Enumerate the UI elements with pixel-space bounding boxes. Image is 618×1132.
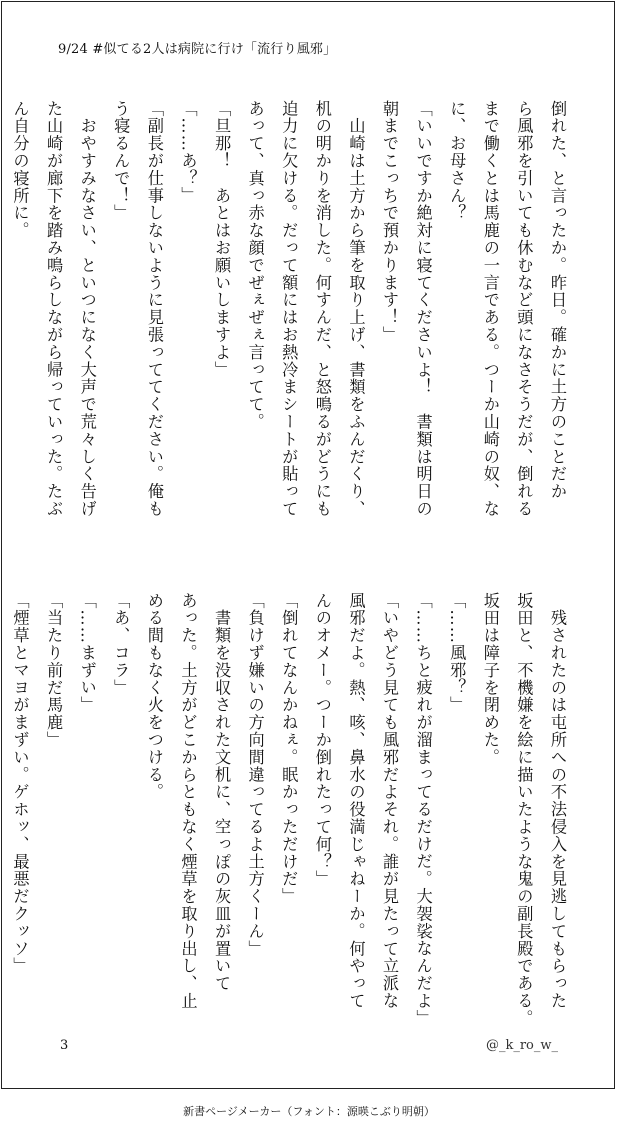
text-line: 「あ、コラ」 (111, 592, 131, 697)
text-line: 朝までこっちで預かります！」 (380, 100, 400, 344)
text-line: 残されたのは屯所への不法侵入を見逃してもらった (548, 592, 567, 1010)
author-handle: @_k_ro_w_ (485, 1038, 558, 1053)
text-line: た山崎が廊下を踏み鳴らしながら帰っていった。たぶ (44, 100, 64, 518)
text-line: 机の明かりを消した。何すんだ、と怒鳴るがどうにも (312, 100, 332, 518)
text-line: 書類を没収された文机に、空っぽの灰皿が置いて (212, 592, 232, 993)
text-line: 「いいですか絶対に寝てくださいよ！ 書類は明日の (413, 100, 433, 518)
text-line: 「副長が仕事しないように見張っててください。俺も (144, 100, 164, 518)
text-line: あった。土方がどこからともなく煙草を取り出し、止 (178, 592, 198, 1010)
text-line: 「当たり前だ馬鹿」 (44, 592, 64, 749)
text-line: 「旦那！ あとはお願いしますよ」 (212, 100, 232, 379)
text-line: う寝るんで！」 (111, 100, 131, 222)
text-line: んのオメー。つーか倒れたって何？」 (312, 592, 332, 888)
text-line: 坂田と、不機嫌を絵に描いたような鬼の副長殿である。 (514, 592, 534, 1027)
text-line: 風邪だよ。熱、咳、鼻水の役満じゃねーか。何やって (346, 592, 366, 1010)
text-line: おやすみなさい、といつになく大声で荒々しく告げ (77, 100, 97, 518)
text-line: 山崎は土方から筆を取り上げ、書類をふんだくり、 (346, 100, 366, 518)
page-number: 3 (60, 1038, 69, 1053)
text-line: あって、真っ赤な顔でぜぇぜぇ言ってて。 (245, 100, 265, 431)
text-line: ら風邪を引いても休むなど頭になさそうだが、倒れる (514, 100, 534, 518)
text-line: 「煙草とマヨがまずい。ゲホッ、最悪だクッソ」 (10, 592, 30, 975)
text-line: に、お母さん？ (447, 100, 467, 222)
text-line: 坂田は障子を閉めた。 (480, 592, 500, 766)
page-title: 9/24 #似てる2人は病院に行け「流行り風邪」 (58, 42, 337, 57)
text-line: 「……まずい」 (77, 592, 97, 714)
text-line: 「いやどう見ても風邪だよそれ。誰が見たって立派な (380, 592, 400, 1010)
text-line: 「……風邪？」 (447, 592, 467, 714)
body-text-lower (3, 592, 574, 1027)
page-frame (1, 1, 615, 1089)
text-line: 迫力に欠ける。だって額にはお熱冷まシートが貼って (279, 100, 299, 518)
text-line: ん自分の寝所に。 (10, 100, 30, 240)
text-line: 「……ちと疲れが溜まってるだけだ。大袈裟なんだよ」 (413, 592, 433, 1027)
body-text-upper (3, 100, 574, 530)
text-line: 「負けず嫌いの方向間違ってるよ土方くーん」 (245, 592, 265, 958)
text-line: 「倒れてなんかねぇ。眠かっただけだ」 (279, 592, 299, 906)
text-line: まで働くとは馬鹿の一言である。つーか山崎の奴、な (480, 100, 500, 518)
text-line: める間もなく火をつける。 (144, 592, 164, 801)
footer-credit: 新書ページメーカー（フォント：源暎こぶり明朝） (183, 1105, 435, 1118)
text-line: 倒れた、と言ったか。昨日。確かに土方のことだか (548, 100, 567, 501)
text-line: 「……あ？」 (178, 100, 198, 205)
